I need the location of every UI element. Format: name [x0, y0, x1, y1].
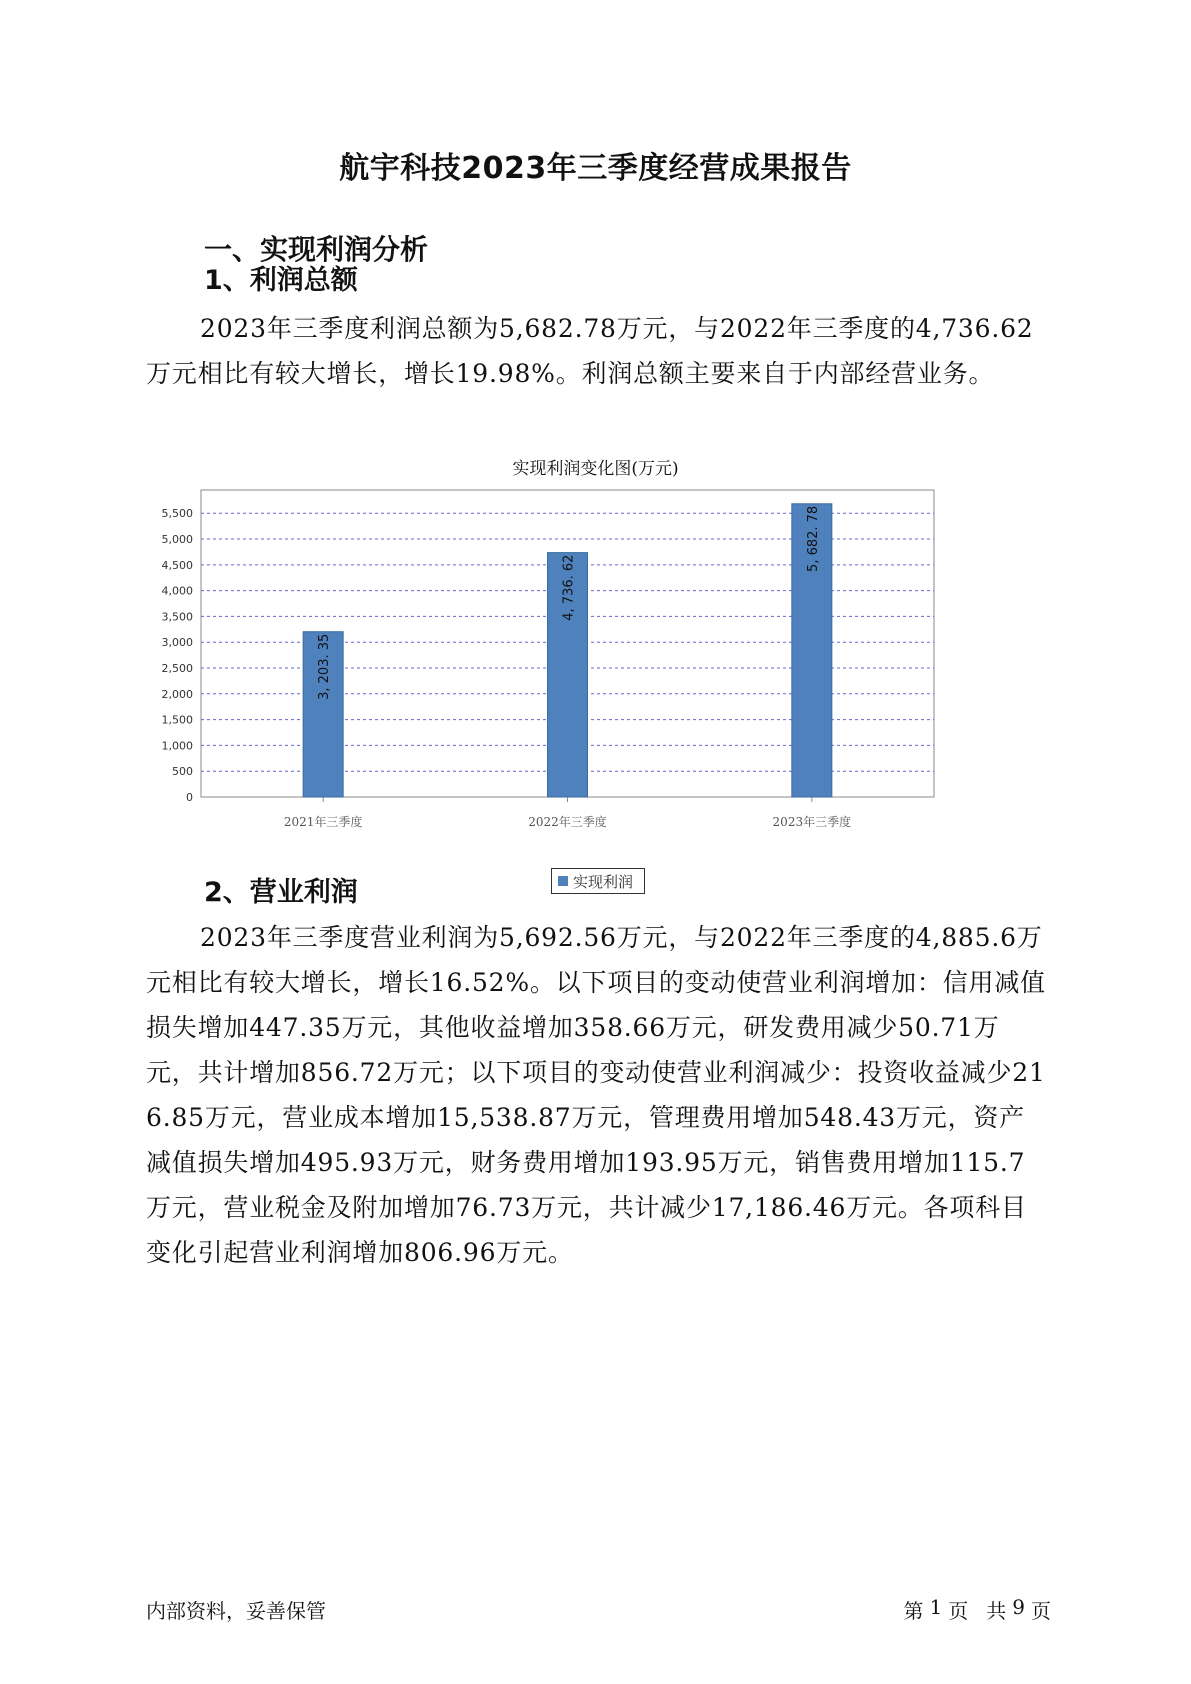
subsection-heading-operating-profit: 2、营业利润	[204, 877, 358, 908]
y-tick-label: 4,000	[161, 584, 193, 598]
y-tick-label: 4,500	[161, 558, 193, 572]
total-label-pre: 共	[986, 1599, 1007, 1623]
paragraph-operating-profit: 2023年三季度营业利润为5,692.56万元，与2022年三季度的4,885.6万元相比有较大增长，增长16.52%。以下项目的变动使营业利润增加：信用减值损失增加447.35万元，其他收益增加358.66万元，研发费用减少50.71万元，共计增加856.72万元；以下项目的变动使营业利润减少：投资收益减少216.85万元，营业成本增加15,538.87万元，管理费用增加548.43万元，资产减值损失增加495.93万元，财务费用增加193.95万元，销售费用增加115.7万元，营业税金及附加增加76.73万元，共计减少17,186.46万元。各项科目变化引起营业利润增加806.96万元。	[146, 923, 1046, 1267]
total-pages: 9	[1012, 1595, 1025, 1619]
x-tick-label: 2023年三季度	[772, 815, 852, 829]
profit-bar-chart	[150, 480, 950, 860]
bar-data-label: 5, 682. 78	[805, 505, 821, 572]
footer-page-indicator	[904, 1595, 1051, 1624]
x-tick-label: 2021年三季度	[283, 815, 363, 829]
y-tick-label: 500	[172, 765, 193, 779]
page-label-pre: 第	[903, 1599, 924, 1623]
y-tick-label: 2,000	[161, 687, 193, 701]
legend-label: 实现利润	[573, 872, 634, 891]
page-label-mid: 页	[948, 1599, 969, 1623]
x-tick-label: 2022年三季度	[528, 815, 607, 829]
page-number: 1	[929, 1595, 943, 1619]
total-label-post: 页	[1031, 1599, 1051, 1623]
footer-confidential-note: 内部资料，妥善保管	[146, 1599, 326, 1623]
paragraph-total-profit: 2023年三季度利润总额为5,682.78万元，与2022年三季度的4,736.62万元相比有较大增长，增长19.98%。利润总额主要来自于内部经营业务。	[146, 314, 1034, 388]
y-tick-label: 1,500	[161, 713, 193, 727]
chart-title: 实现利润变化图(万元)	[512, 459, 679, 479]
bar-data-label: 3, 203. 35	[317, 633, 333, 700]
y-tick-label: 2,500	[161, 662, 193, 676]
y-tick-label: 5,500	[161, 507, 193, 521]
section-heading-profit-analysis: 一、实现利润分析	[204, 233, 429, 266]
y-tick-label: 5,000	[161, 533, 193, 547]
y-tick-label: 1,000	[161, 739, 193, 753]
document-title: 航宇科技2023年三季度经营成果报告	[339, 151, 852, 186]
y-tick-label: 0	[186, 791, 193, 804]
subsection-heading-total-profit: 1、利润总额	[204, 265, 358, 296]
y-tick-label: 3,000	[161, 636, 193, 650]
legend-swatch	[558, 876, 568, 886]
y-tick-label: 3,500	[161, 610, 193, 624]
bar-data-label: 4, 736. 62	[561, 554, 577, 621]
chart-legend	[551, 868, 645, 894]
